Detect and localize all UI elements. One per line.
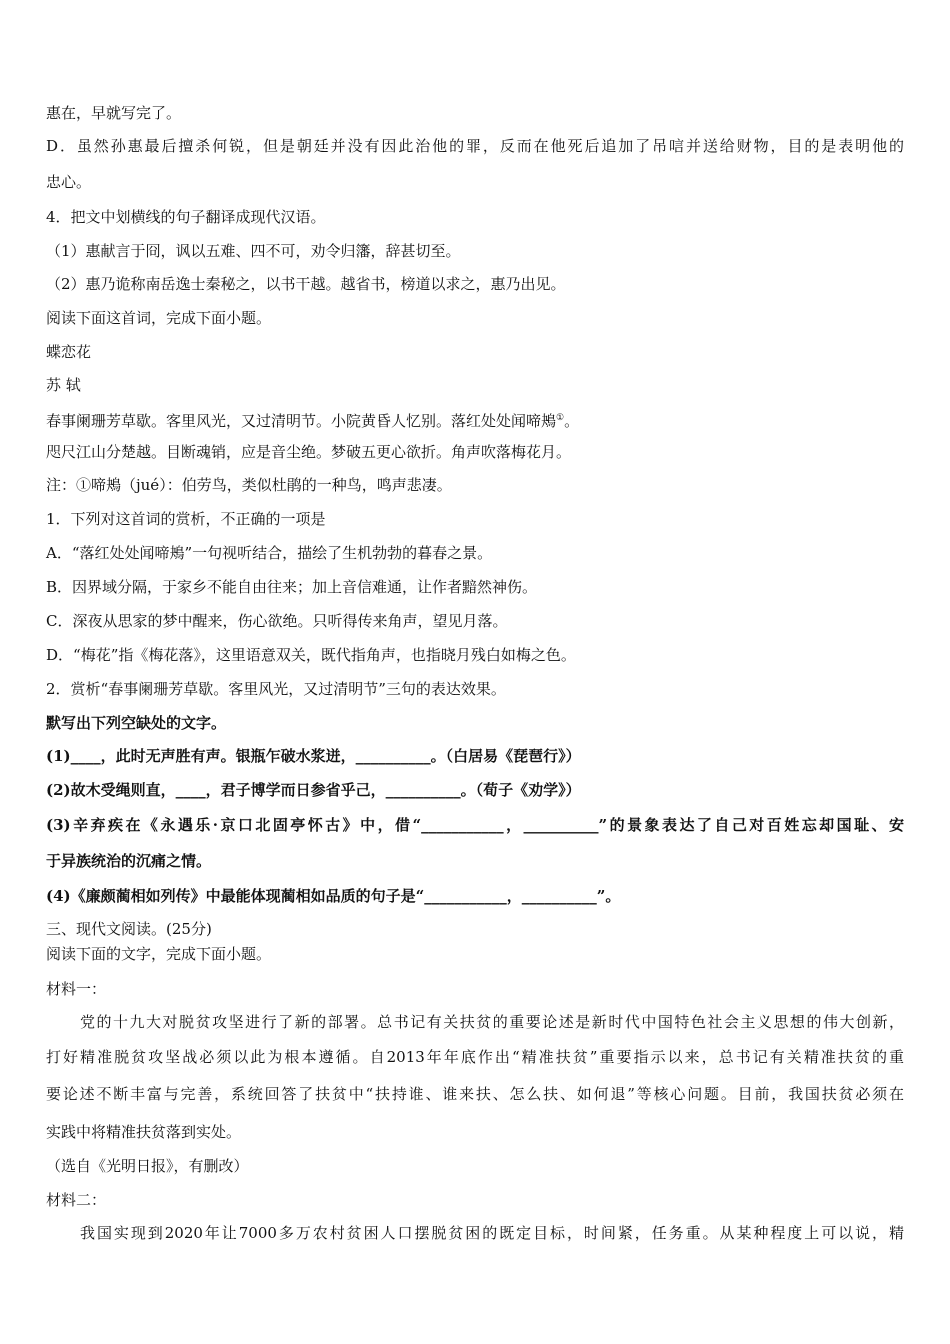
option-d-line-1: D．虽然孙惠最后擅杀何锐，但是朝廷并没有因此治他的罪，反而在他死后追加了吊唁并送给财物，目的是表明他的 xyxy=(46,137,904,155)
poem-line-2: 咫尺江山分楚越。目断魂销，应是音尘绝。梦破五更心欲折。角声吹落梅花月。 xyxy=(46,443,572,461)
poem-title: 蝶恋花 xyxy=(46,343,92,361)
question-2: 2．赏析“春事阑珊芳草歇。客里风光，又过清明节”三句的表达效果。 xyxy=(46,680,506,698)
question-4-part-1: （1）惠献言于冏，讽以五难、四不可，劝令归籓，辞甚切至。 xyxy=(46,242,461,260)
material-2-label: 材料二： xyxy=(46,1191,107,1209)
poem-instruction: 阅读下面这首词，完成下面小题。 xyxy=(46,309,272,327)
dictation-item-4: (4)《廉颇蔺相如列传》中最能体现蔺相如品质的句子是“___________，__________”。 xyxy=(46,887,621,905)
poem-note: 注：①啼鴂（jué）：伯劳鸟，类似杜鹃的一种鸟，鸣声悲凄。 xyxy=(46,476,452,494)
footnote-marker: ① xyxy=(556,413,565,423)
poem-line-1-end: 。 xyxy=(564,412,580,430)
question-1-option-d: D．“梅花”指《梅花落》，这里语意双关，既代指角声，也指晓月残白如梅之色。 xyxy=(46,646,576,664)
text-line-1: 惠在，早就写完了。 xyxy=(46,104,182,122)
poem-author: 苏 轼 xyxy=(46,376,81,394)
material-1-para-line-1: 党的十九大对脱贫攻坚进行了新的部署。总书记有关扶贫的重要论述是新时代中国特色社会主义思想的伟大创新， xyxy=(80,1013,904,1031)
option-d-line-2: 忠心。 xyxy=(46,173,92,191)
material-1-para-line-2: 打好精准脱贫攻坚战必须以此为根本遵循。自2013年年底作出“精准扶贫”重要指示以来，总书记有关精准扶贫的重 xyxy=(46,1048,904,1066)
question-4-part-2: （2）惠乃诡称南岳逸士秦秘之，以书干越。越省书，榜道以求之，惠乃出见。 xyxy=(46,275,566,293)
poem-line-1-text: 春事阑珊芳草歇。客里风光，又过清明节。小院黄昏人忆别。落红处处闻啼鴂 xyxy=(46,412,557,430)
question-1-option-a: A．“落红处处闻啼鴂”一句视听结合，描绘了生机勃勃的暮春之景。 xyxy=(46,544,493,562)
question-1-option-c: C．深夜从思家的梦中醒来，伤心欲绝。只听得传来角声，望见月落。 xyxy=(46,612,508,630)
material-1-para-line-3: 要论述不断丰富与完善，系统回答了扶贫中“扶持谁、谁来扶、怎么扶、如何退”等核心问题。目前，我国扶贫必须在 xyxy=(46,1085,904,1103)
material-1-label: 材料一： xyxy=(46,980,107,998)
poem-line-1 xyxy=(46,408,579,431)
question-1-option-b: B．因界域分隔，于家乡不能自由往来；加上音信难通，让作者黯然神伤。 xyxy=(46,578,538,596)
question-4: 4．把文中划横线的句子翻译成现代汉语。 xyxy=(46,208,326,226)
material-1-para-line-4: 实践中将精准扶贫落到实处。 xyxy=(46,1123,242,1141)
section-3-heading: 三、现代文阅读。(25分) xyxy=(46,920,212,938)
dictation-item-2: (2)故木受绳则直，____，君子博学而日参省乎己，__________。（荀子《劝学》） xyxy=(46,781,581,799)
dictation-item-1: (1)____，此时无声胜有声。银瓶乍破水浆迸，__________。（白居易《琵琶行》） xyxy=(46,747,581,765)
reading-instruction: 阅读下面的文字，完成下面小题。 xyxy=(46,945,272,963)
dictation-item-3-line-2: 于异族统治的沉痛之情。 xyxy=(46,852,212,870)
question-1: 1．下列对这首词的赏析，不正确的一项是 xyxy=(46,510,326,528)
dictation-heading: 默写出下列空缺处的文字。 xyxy=(46,714,227,732)
material-2-para-line-1: 我国实现到2020年让7000多万农村贫困人口摆脱贫困的既定目标，时间紧，任务重。从某种程度上可以说，精 xyxy=(80,1224,904,1242)
dictation-item-3-line-1: (3)辛弃疾在《永遇乐·京口北固亭怀古》中，借“___________，__________”的景象表达了自己对百姓忘却国耻、安 xyxy=(46,816,904,834)
material-1-source: （选自《光明日报》，有删改） xyxy=(46,1157,249,1175)
